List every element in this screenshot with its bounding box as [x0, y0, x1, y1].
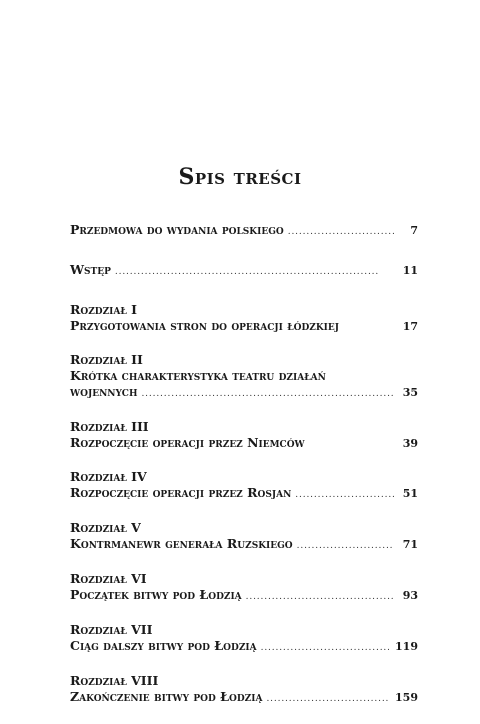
toc-line[interactable] [70, 689, 418, 707]
toc-line-title: Przedmowa do wydania polskiego [70, 222, 284, 237]
table-of-contents [70, 222, 418, 724]
toc-line-title: Przygotowania stron do operacji łódzkiej [70, 318, 339, 333]
toc-line[interactable] [70, 485, 418, 503]
toc-line[interactable] [70, 368, 418, 384]
toc-line-title: Rozpoczęcie operacji przez Rosjan [70, 485, 292, 500]
toc-page-number: 35 [402, 386, 418, 399]
chapter-label: Rozdział IV [70, 469, 147, 484]
toc-line-title: Ciąg dalszy bitwy pod Łodzią [70, 638, 257, 653]
toc-line-title: Krótka charakterystyka teatru działań [70, 368, 326, 383]
chapter-label: Rozdział III [70, 419, 149, 434]
dot-leader [115, 264, 394, 280]
toc-line-title: Rozpoczęcie operacji przez Niemców [70, 435, 305, 450]
dot-leader [297, 538, 394, 554]
dot-leader [266, 691, 389, 707]
toc-entry [70, 571, 418, 605]
toc-entry [70, 302, 418, 335]
toc-line[interactable] [70, 262, 418, 280]
dot-leader [288, 224, 394, 240]
toc-entry [70, 673, 418, 707]
dot-leader [246, 589, 394, 605]
chapter-label: Rozdział VIII [70, 673, 159, 688]
chapter-label: Rozdział V [70, 520, 141, 535]
toc-line-title: wojennych [70, 384, 138, 399]
toc-line[interactable] [70, 536, 418, 554]
toc-page-number: 159 [395, 691, 418, 704]
toc-entry [70, 222, 418, 240]
toc-page-number: 93 [402, 589, 418, 602]
toc-line-title: Kontrmanewr generała Ruzskiego [70, 536, 293, 551]
toc-line[interactable] [70, 318, 418, 335]
chapter-label: Rozdział II [70, 352, 143, 367]
toc-page-number: 71 [402, 538, 418, 551]
toc-page-number: 119 [395, 640, 418, 653]
chapter-label: Rozdział VII [70, 622, 153, 637]
toc-line-title: Wstęp [70, 262, 111, 277]
toc-entry [70, 352, 418, 402]
dot-leader [261, 640, 389, 656]
toc-page-number: 51 [402, 487, 418, 500]
toc-line[interactable] [70, 587, 418, 605]
toc-entry [70, 520, 418, 554]
toc-page-number: 7 [410, 224, 418, 237]
toc-line-title: Początek bitwy pod Łodzią [70, 587, 242, 602]
toc-line[interactable] [70, 435, 418, 452]
toc-entry [70, 469, 418, 503]
toc-page-number: 39 [402, 437, 418, 450]
toc-page-number: 11 [402, 264, 418, 277]
toc-line[interactable] [70, 222, 418, 240]
toc-page-number: 17 [402, 320, 418, 333]
toc-entry [70, 419, 418, 452]
toc-line[interactable] [70, 384, 418, 402]
page-title: Spis treści [178, 164, 302, 190]
dot-leader [295, 487, 394, 503]
chapter-label: Rozdział VI [70, 571, 147, 586]
toc-line-title: Zakończenie bitwy pod Łodzią [70, 689, 263, 704]
toc-entry [70, 622, 418, 656]
toc-line[interactable] [70, 638, 418, 656]
chapter-label: Rozdział I [70, 302, 137, 317]
toc-entry [70, 262, 418, 280]
dot-leader [141, 386, 394, 402]
